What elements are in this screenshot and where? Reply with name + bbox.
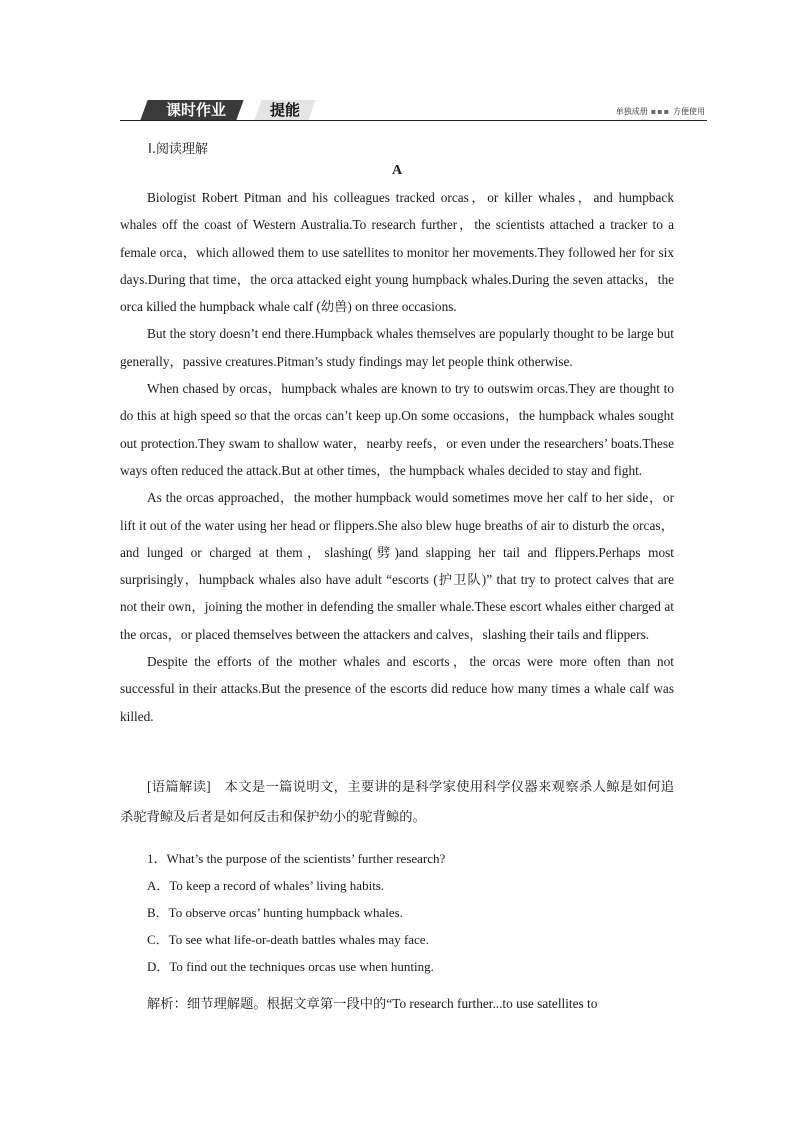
option-b: B．To observe orcas’ hunting humpback whales. bbox=[147, 905, 403, 920]
dots-icon: ▪▪▪ bbox=[650, 107, 670, 116]
header-note: 单独成册 ▪▪▪ 方便使用 bbox=[615, 107, 705, 116]
page-header bbox=[120, 100, 707, 122]
section-title: Ⅰ.阅读理解 bbox=[148, 142, 208, 157]
option-a: A．To keep a record of whales’ living habits. bbox=[147, 878, 385, 893]
paragraph-3: When chased by orcas，humpback whales are known to try to outswim orcas.They are thought to do this at high speed so that the orcas can’t keep up.On some occasions，the humpback whales sought out protection.They swam to shallow water，nearby reefs，or even under the researchers’ boats.These ways often reduced the attack.But at other times，the humpback whales decided to stay and fight. bbox=[120, 381, 674, 478]
passage-letter: A bbox=[391, 163, 403, 178]
question-1 bbox=[147, 845, 674, 980]
option-c: C．To see what life-or-death battles whales may face. bbox=[147, 932, 429, 947]
paragraph-4: As the orcas approached，the mother humpback would sometimes move her calf to her side，or lift it out of the water using her head or flippers.She also blew huge breaths of air to disturb the orcas，and lunged or charged at them，slashing(劈)and slapping her tail and flippers.Perhaps most surprisingly，humpback whales also have adult “escorts (护卫队)” that try to protect calves that are not their own，joining the mother in defending the smaller whale.These escort whales either charged at the orcas，or placed themselves between the attackers and calves，slashing their tails and flippers. bbox=[120, 490, 674, 642]
passage-body bbox=[120, 184, 674, 730]
passage-summary: [语篇解读] 本文是一篇说明文，主要讲的是科学家使用科学仪器来观察杀人鲸是如何追杀驼背鲸及后者是如何反击和保护幼小的驼背鲸的。 bbox=[120, 779, 674, 824]
header-tag-homework: 课时作业 bbox=[144, 100, 243, 120]
answer-analysis: 解析：细节理解题。根据文章第一段中的“To research further...to use satellites to bbox=[147, 996, 598, 1011]
paragraph-1: Biologist Robert Pitman and his colleagues tracked orcas，or killer whales，and humpback whales off the coast of Western Australia.To research further，the scientists attached a tracker to a female orca，which allowed them to use satellites to monitor her movements.They followed her for six days.During that time，the orca attacked eight young humpback whales.During the seven attacks，the orca killed the humpback whale calf (幼兽) on three occasions. bbox=[120, 190, 674, 315]
option-d: D．To find out the techniques orcas use when hunting. bbox=[147, 959, 434, 974]
header-divider bbox=[120, 120, 707, 121]
header-tag-improve: 提能 bbox=[254, 100, 315, 120]
question-stem: 1．What’s the purpose of the scientists’ further research? bbox=[147, 851, 446, 866]
paragraph-2: But the story doesn’t end there.Humpback whales themselves are popularly thought to be large but generally，passive creatures.Pitman’s study findings may let people think otherwise. bbox=[120, 326, 674, 369]
paragraph-5: Despite the efforts of the mother whales and escorts，the orcas were more often than not successful in their attacks.But the presence of the escorts did reduce how many times a whale calf was killed. bbox=[120, 654, 674, 724]
